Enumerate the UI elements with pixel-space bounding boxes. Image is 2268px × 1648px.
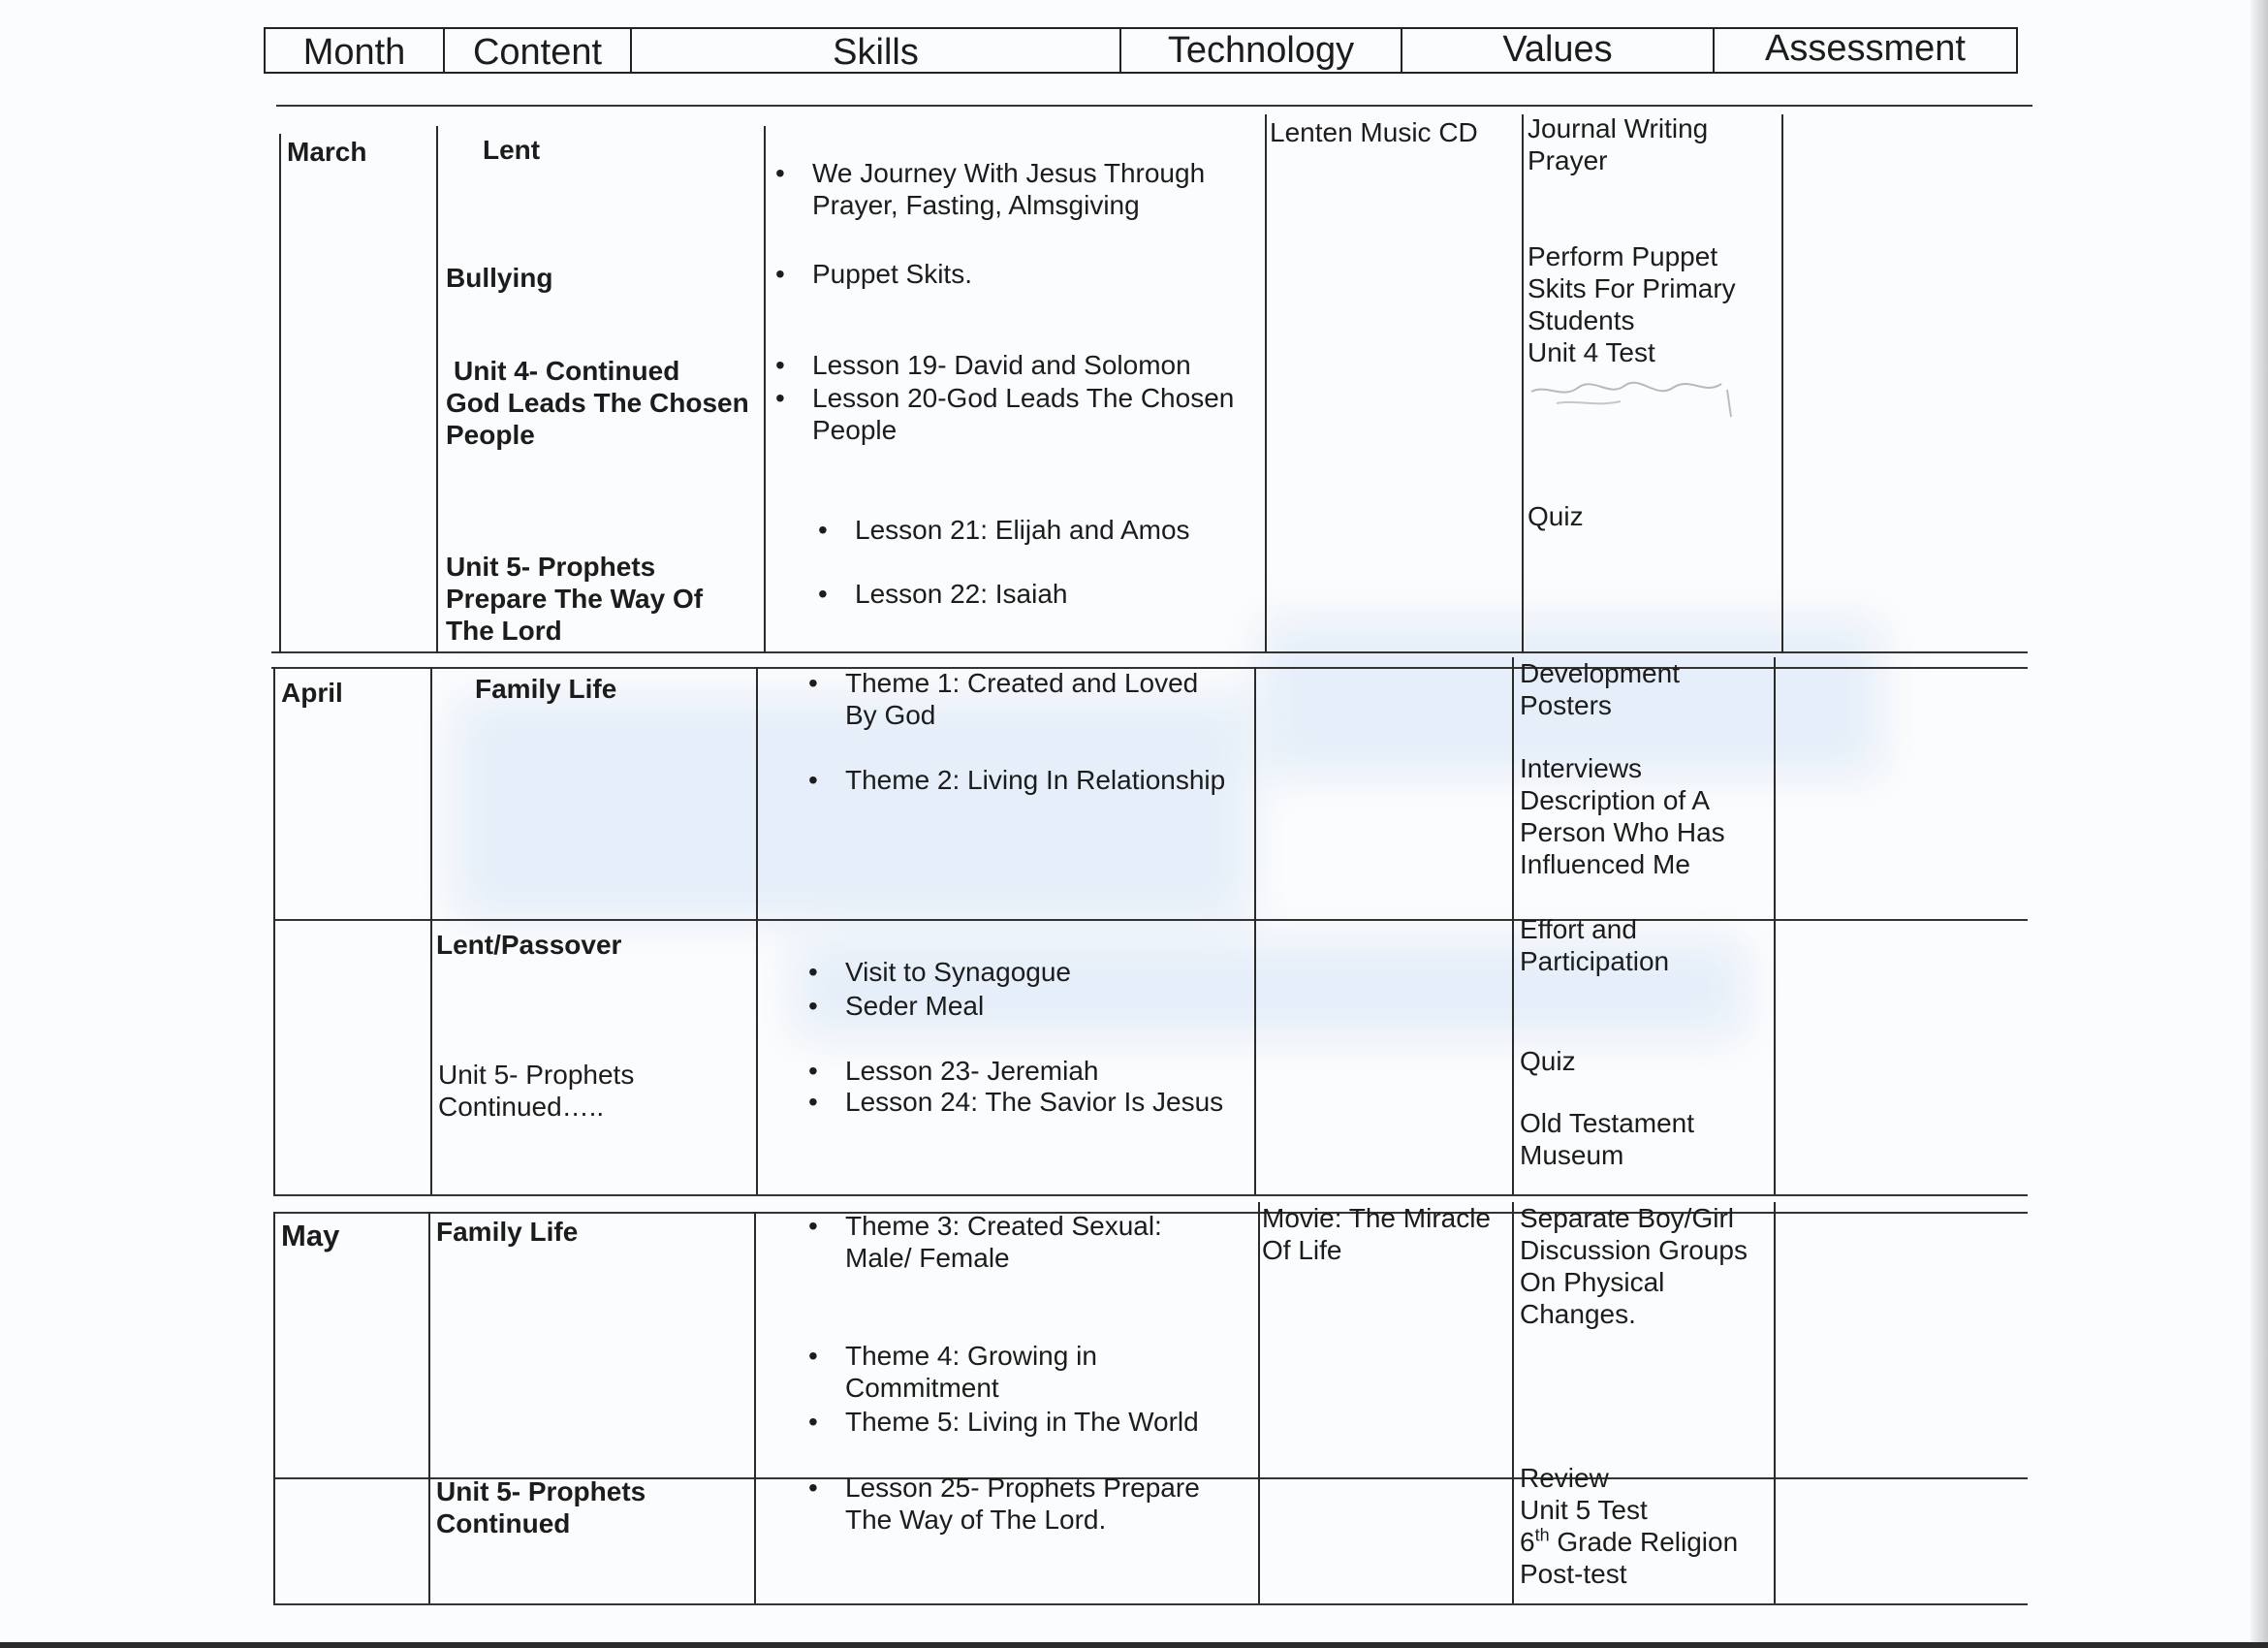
march-content-unit4: Unit 4- Continued God Leads The Chosen People [446, 356, 749, 450]
col-line [1774, 657, 1776, 1194]
may-content-unit5: Unit 5- Prophets Continued [436, 1476, 646, 1538]
may-content-family-life: Family Life [436, 1217, 579, 1247]
may-skill-item: • Theme 4: Growing in Commitment [808, 1341, 1097, 1403]
scan-bottom-edge [0, 1642, 2268, 1648]
march-content-lent: Lent [483, 135, 541, 165]
faint-scribble-mark [1528, 370, 1741, 428]
april-skill-item: • Visit to Synagogue [808, 957, 1071, 987]
header-month: Month [266, 29, 445, 72]
march-skill-item: • Lesson 22: Isaiah [818, 579, 1068, 609]
may-month: May [281, 1219, 340, 1252]
march-values: Perform Puppet Skits For Primary Students Unit 4 Test [1528, 241, 1736, 367]
march-content-bullying: Bullying [446, 263, 553, 293]
header-technology: Technology [1121, 29, 1402, 72]
scan-edge-shadow [2251, 0, 2268, 1648]
april-row-divider [273, 919, 2028, 921]
col-line [273, 667, 275, 1194]
col-line [273, 1212, 275, 1603]
col-line [1781, 114, 1783, 653]
table-top-rule [276, 105, 2032, 107]
col-line [428, 1212, 430, 1603]
april-skill-item: • Lesson 24: The Savior Is Jesus [808, 1087, 1224, 1117]
april-values-quiz: Quiz [1520, 1046, 1576, 1076]
col-line [430, 667, 432, 1194]
col-line [1522, 114, 1524, 653]
march-skill-item: • We Journey With Jesus Through Prayer, Fasting, Almsgiving [775, 158, 1206, 220]
header-skills: Skills [632, 29, 1121, 72]
col-line [1774, 1202, 1776, 1603]
col-line [764, 126, 766, 653]
may-skill-item: • Theme 3: Created Sexual: Male/ Female [808, 1211, 1162, 1273]
col-line [1258, 1202, 1260, 1603]
april-values: Effort and Participation [1520, 914, 1670, 976]
march-skill-item: • Lesson 21: Elijah and Amos [818, 515, 1190, 545]
april-values: Old Testament Museum [1520, 1108, 1695, 1170]
april-month: April [281, 678, 343, 708]
april-skill-item: • Seder Meal [808, 991, 985, 1021]
march-values-quiz: Quiz [1528, 501, 1584, 531]
header-content: Content [445, 29, 632, 72]
march-skill-item: • Lesson 19- David and Solomon [775, 350, 1191, 380]
header-assessment: Assessment [1765, 28, 1966, 69]
grade-religion-line: 6th Grade Religion [1520, 1525, 1739, 1557]
april-content-lent-passover: Lent/Passover [436, 930, 622, 960]
march-values: Journal Writing Prayer [1528, 113, 1709, 175]
col-line [1254, 667, 1256, 1194]
col-line [279, 134, 281, 653]
march-bottom-rule [271, 651, 2028, 653]
april-content-family-life: Family Life [475, 674, 617, 704]
may-skill-item: • Lesson 25- Prophets Prepare The Way of The Lord. [808, 1473, 1200, 1535]
april-content-unit5: Unit 5- Prophets Continued….. [438, 1060, 635, 1122]
col-line [1512, 1202, 1514, 1603]
col-line [1265, 114, 1267, 653]
col-line [756, 667, 758, 1194]
may-technology: Movie: The Miracle Of Life [1262, 1203, 1492, 1265]
may-values: Separate Boy/Girl Discussion Groups On Physical Changes. [1520, 1203, 1748, 1329]
may-skill-item: • Theme 5: Living in The World [808, 1407, 1199, 1437]
table-bottom-rule [273, 1603, 2028, 1605]
col-line [1512, 657, 1514, 1194]
april-values: Development Posters [1520, 658, 1680, 720]
scan-smudge [456, 698, 1250, 921]
col-line [754, 1212, 756, 1603]
april-skill-item: • Theme 2: Living In Relationship [808, 765, 1226, 795]
may-values: Review Unit 5 Test 6th Grade Religion Post-test [1520, 1463, 1739, 1589]
april-values: Interviews Description of A Person Who Has Influenced Me [1520, 753, 1725, 879]
april-skill-item: • Lesson 23- Jeremiah [808, 1056, 1099, 1086]
april-skill-item: • Theme 1: Created and Loved By God [808, 668, 1199, 730]
april-bottom-rule [273, 1194, 2028, 1196]
header-row [264, 27, 2018, 74]
march-skill-item: • Lesson 20-God Leads The Chosen People [775, 383, 1235, 445]
march-month: March [287, 137, 367, 167]
march-content-unit5: Unit 5- Prophets Prepare The Way Of The Lord [446, 552, 704, 646]
march-technology: Lenten Music CD [1270, 117, 1478, 147]
march-skill-item: • Puppet Skits. [775, 259, 972, 289]
col-line [436, 126, 438, 653]
header-values: Values [1402, 29, 1715, 72]
